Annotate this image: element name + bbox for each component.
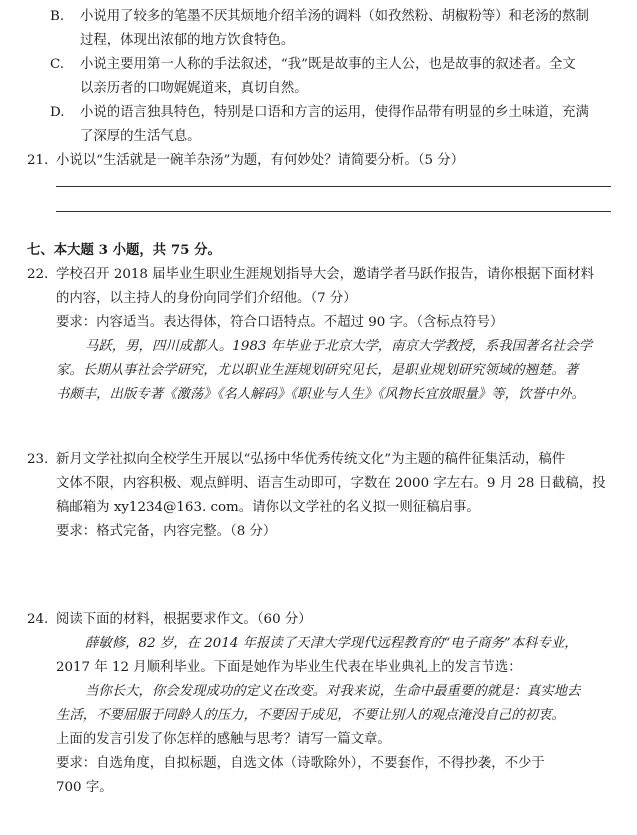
q24-requirement-line2: 700 字。 <box>56 780 113 795</box>
q22-material-line2: 家。长期从事社会学研究，尤以职业生涯规划研究见长，是职业规划研究领域的翘楚。著 <box>56 363 579 378</box>
q23-line2: 文体不限，内容积极、观点鲜明、语言生动即可，字数在 2000 字左右。9 月 28 日截稿，投 <box>56 476 606 491</box>
q23-line3: 稿邮箱为 xy1234@163. com。请你以文学社的名义拟一则征稿启事。 <box>56 500 480 515</box>
answer-line-2 <box>56 211 611 212</box>
q24-intro: 阅读下面的材料，根据要求作文。（60 分） <box>56 612 312 627</box>
q20-option-c-line2: 以亲历者的口吻娓娓道来，真切自然。 <box>80 81 308 96</box>
q21-text: 小说以“生活就是一碗羊杂汤”为题，有何妙处？请简要分析。（5 分） <box>56 153 465 168</box>
q24-requirement-line1: 要求：自选角度，自拟标题，自选文体（诗歌除外），不要套作，不得抄袭，不少于 <box>56 756 545 771</box>
q20-option-c-line1: 小说主要用第一人称的手法叙述，“我”既是故事的主人公，也是故事的叙述者。全文 <box>80 57 576 72</box>
q22-material-line3: 书颇丰，出版专著《激荡》《名人解码》《职业与人生》《风物长宜放眼量》等，饮誉中外。 <box>56 387 585 402</box>
q20-option-b-label: B. <box>50 9 65 24</box>
q24-quote-line2: 生活，不要屈服于同龄人的压力，不要因于成见，不要让别人的观点淹没自己的初衷。 <box>56 708 565 723</box>
q22-line2: 的内容，以主持人的身份向同学们介绍他。（7 分） <box>56 291 357 306</box>
q22-requirement: 要求：内容适当。表达得体，符合口语特点。不超过 90 字。（含标点符号） <box>56 315 504 330</box>
q24-material-line1: 薛敏修，82 岁，在 2014 年报读了天津大学现代远程教育的“电子商务”本科专业， <box>85 636 578 651</box>
q20-option-d-label: D. <box>50 105 65 120</box>
q23-line1: 新月文学社拟向全校学生开展以“弘扬中华优秀传统文化”为主题的稿件征集活动，稿件 <box>56 452 566 467</box>
q24-material-line2: 2017 年 12 月顺利毕业。下面是她作为毕业生代表在毕业典礼上的发言节选： <box>56 660 522 675</box>
q20-option-b-line1: 小说用了较多的笔墨不厌其烦地介绍羊汤的调料（如孜然粉、胡椒粉等）和老汤的熬制 <box>80 9 589 24</box>
q22-material-line1: 马跃，男，四川成都人。1983 年毕业于北京大学，南京大学教授，系我国著名社会学 <box>85 339 593 354</box>
q22-number: 22. <box>27 267 49 282</box>
q24-prompt: 上面的发言引发了你怎样的感触与思考？请写一篇文章。 <box>56 732 391 747</box>
q24-number: 24. <box>27 612 49 627</box>
q24-quote-line1: 当你长大，你会发现成功的定义在改变。对我来说，生命中最重要的就是：真实地去 <box>85 684 581 699</box>
q22-line1: 学校召开 2018 届毕业生职业生涯规划指导大会，邀请学者马跃作报告，请你根据下面材料 <box>56 267 595 282</box>
section-7-title: 七、本大题 3 小题，共 75 分。 <box>27 242 221 258</box>
q23-number: 23. <box>27 452 49 467</box>
q20-option-c-label: C. <box>50 57 65 72</box>
q21-number: 21. <box>27 153 49 168</box>
q20-option-d-line1: 小说的语言独具特色，特别是口语和方言的运用，使得作品带有明显的乡土味道，充满 <box>80 105 589 120</box>
q23-requirement: 要求：格式完备，内容完整。（8 分） <box>56 524 277 539</box>
answer-line-1 <box>56 186 611 187</box>
q20-option-d-line2: 了深厚的生活气息。 <box>80 129 201 144</box>
q20-option-b-line2: 过程，体现出浓郁的地方饮食特色。 <box>80 33 295 48</box>
